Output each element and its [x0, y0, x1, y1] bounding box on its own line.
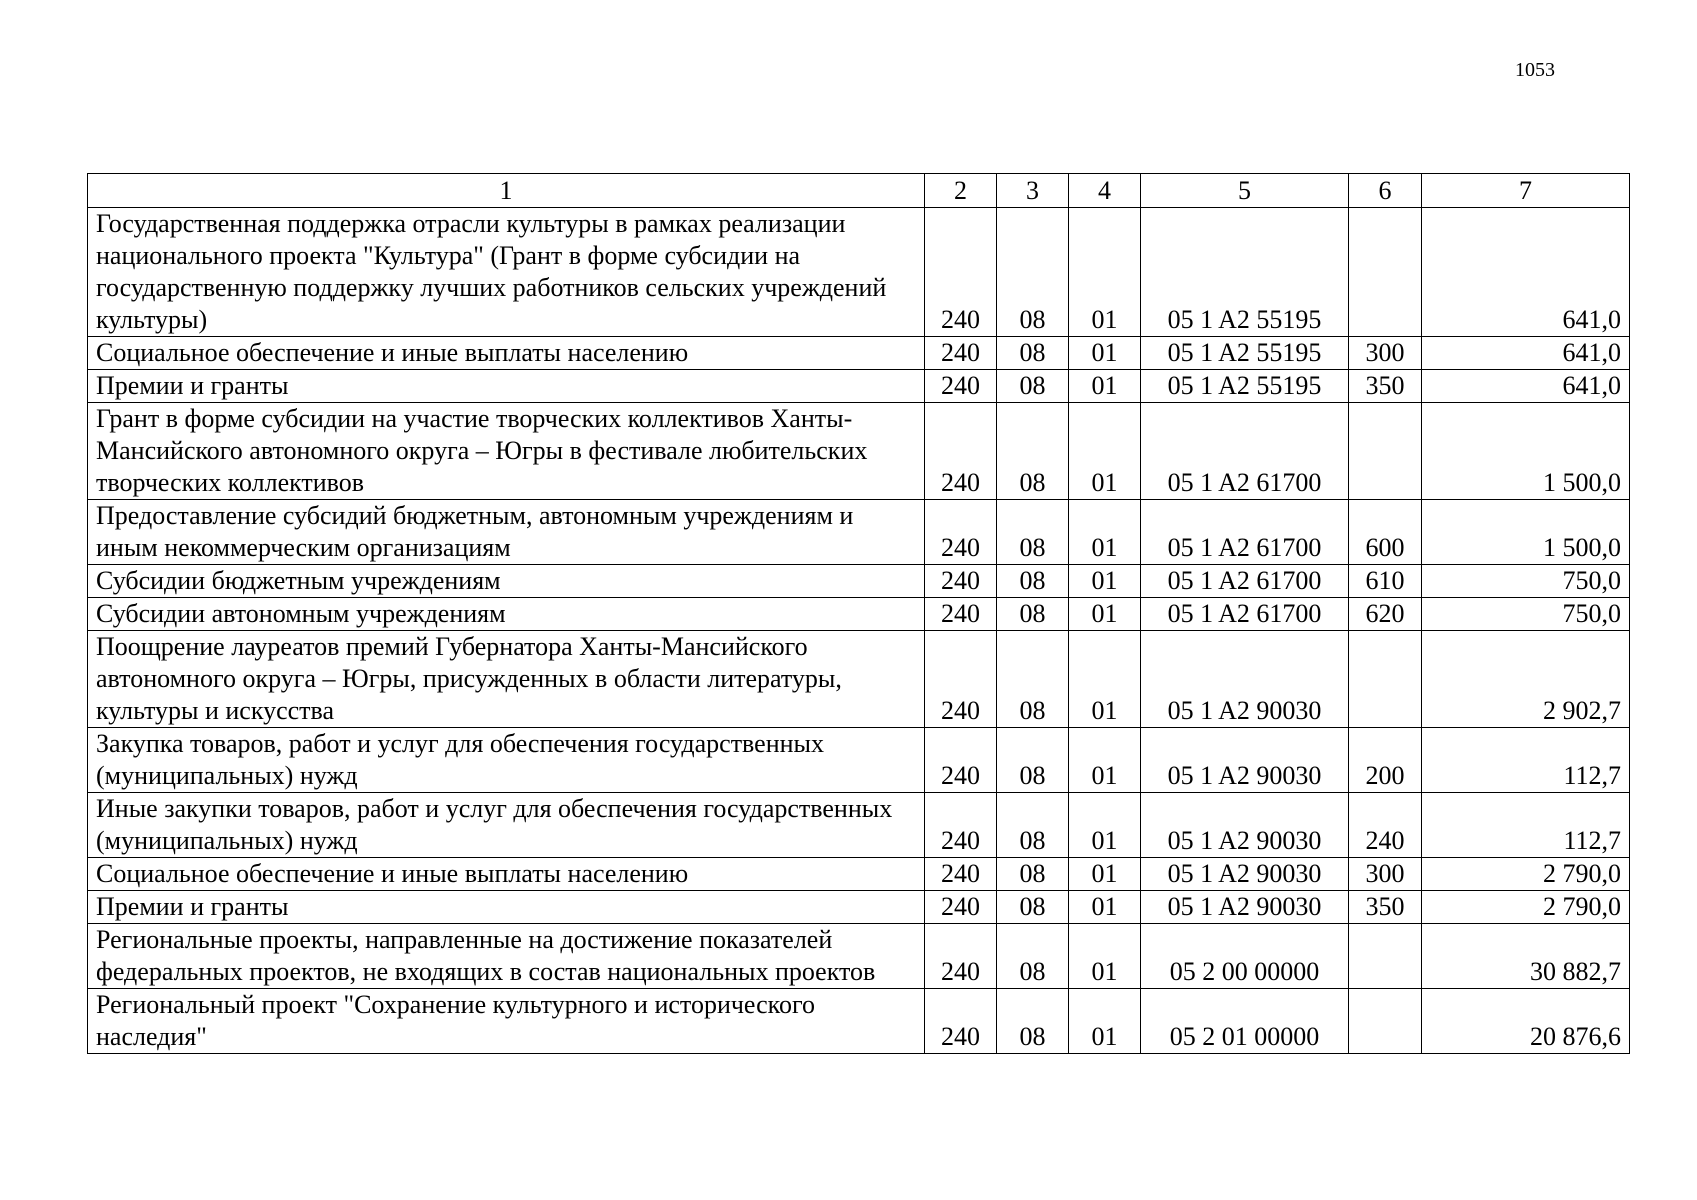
- table-row: [88, 500, 1630, 565]
- row-col-7: 2 790,0: [1422, 858, 1630, 891]
- row-col-2: 240: [925, 370, 997, 403]
- table-row: [88, 337, 1630, 370]
- row-col-7: 2 902,7: [1422, 631, 1630, 728]
- row-col-3: 08: [997, 565, 1069, 598]
- row-col-6: [1349, 631, 1422, 728]
- header-col-3: 3: [997, 174, 1069, 208]
- row-col-5: 05 1 A2 61700: [1141, 565, 1349, 598]
- table-header: [88, 174, 1630, 208]
- row-col-5: 05 2 00 00000: [1141, 924, 1349, 989]
- row-col-3: 08: [997, 858, 1069, 891]
- row-col-7: 641,0: [1422, 337, 1630, 370]
- row-col-3: 08: [997, 793, 1069, 858]
- row-col-7: 20 876,6: [1422, 989, 1630, 1054]
- row-col-4: 01: [1069, 793, 1141, 858]
- row-col-4: 01: [1069, 924, 1141, 989]
- row-col-2: 240: [925, 208, 997, 337]
- row-col-5: 05 1 A2 55195: [1141, 370, 1349, 403]
- row-name: Субсидии бюджетным учреждениям: [88, 565, 925, 598]
- row-col-2: 240: [925, 565, 997, 598]
- row-name: Закупка товаров, работ и услуг для обеспечения государственных (муниципальных) нужд: [88, 728, 925, 793]
- row-col-7: 112,7: [1422, 728, 1630, 793]
- row-col-4: 01: [1069, 403, 1141, 500]
- row-col-3: 08: [997, 500, 1069, 565]
- row-col-6: 350: [1349, 370, 1422, 403]
- table-row: [88, 565, 1630, 598]
- row-col-7: 2 790,0: [1422, 891, 1630, 924]
- row-name: Иные закупки товаров, работ и услуг для обеспечения государственных (муниципальных) нужд: [88, 793, 925, 858]
- row-col-4: 01: [1069, 858, 1141, 891]
- table-row: [88, 989, 1630, 1054]
- row-name: Грант в форме субсидии на участие творческих коллективов Ханты-Мансийского автономного округа – Югры в фестивале любительских творческих коллективов: [88, 403, 925, 500]
- row-col-3: 08: [997, 989, 1069, 1054]
- row-col-3: 08: [997, 728, 1069, 793]
- row-col-3: 08: [997, 337, 1069, 370]
- row-col-2: 240: [925, 989, 997, 1054]
- row-col-6: 350: [1349, 891, 1422, 924]
- row-name: Премии и гранты: [88, 370, 925, 403]
- row-col-2: 240: [925, 924, 997, 989]
- row-col-6: 610: [1349, 565, 1422, 598]
- budget-table: [87, 173, 1630, 1054]
- row-col-7: 750,0: [1422, 565, 1630, 598]
- row-col-7: 1 500,0: [1422, 403, 1630, 500]
- row-col-2: 240: [925, 631, 997, 728]
- row-col-2: 240: [925, 891, 997, 924]
- row-col-4: 01: [1069, 989, 1141, 1054]
- row-name: Региональные проекты, направленные на достижение показателей федеральных проектов, не входящих в состав национальных проектов: [88, 924, 925, 989]
- row-col-7: 750,0: [1422, 598, 1630, 631]
- table-row: [88, 793, 1630, 858]
- row-col-3: 08: [997, 598, 1069, 631]
- row-col-4: 01: [1069, 370, 1141, 403]
- header-row: [88, 174, 1630, 208]
- row-col-7: 112,7: [1422, 793, 1630, 858]
- row-col-4: 01: [1069, 337, 1141, 370]
- table-row: [88, 631, 1630, 728]
- row-col-4: 01: [1069, 891, 1141, 924]
- row-col-4: 01: [1069, 500, 1141, 565]
- row-col-6: [1349, 208, 1422, 337]
- row-col-5: 05 2 01 00000: [1141, 989, 1349, 1054]
- row-col-5: 05 1 A2 90030: [1141, 631, 1349, 728]
- row-name: Социальное обеспечение и иные выплаты населению: [88, 337, 925, 370]
- row-col-2: 240: [925, 598, 997, 631]
- row-col-5: 05 1 A2 61700: [1141, 403, 1349, 500]
- table-body: [88, 208, 1630, 1054]
- row-name: Поощрение лауреатов премий Губернатора Ханты-Мансийского автономного округа – Югры, присужденных в области литературы, культуры и искусства: [88, 631, 925, 728]
- row-col-5: 05 1 A2 61700: [1141, 598, 1349, 631]
- row-col-4: 01: [1069, 598, 1141, 631]
- row-col-3: 08: [997, 208, 1069, 337]
- row-col-4: 01: [1069, 728, 1141, 793]
- header-col-1: 1: [88, 174, 925, 208]
- row-col-6: 600: [1349, 500, 1422, 565]
- row-col-3: 08: [997, 370, 1069, 403]
- row-col-7: 30 882,7: [1422, 924, 1630, 989]
- row-col-6: 300: [1349, 858, 1422, 891]
- row-col-3: 08: [997, 403, 1069, 500]
- row-name: Субсидии автономным учреждениям: [88, 598, 925, 631]
- table-row: [88, 370, 1630, 403]
- row-col-6: 620: [1349, 598, 1422, 631]
- row-name: Региональный проект "Сохранение культурного и исторического наследия": [88, 989, 925, 1054]
- header-col-6: 6: [1349, 174, 1422, 208]
- row-name: Премии и гранты: [88, 891, 925, 924]
- row-col-3: 08: [997, 924, 1069, 989]
- table-row: [88, 598, 1630, 631]
- header-col-7: 7: [1422, 174, 1630, 208]
- header-col-2: 2: [925, 174, 997, 208]
- row-name: Предоставление субсидий бюджетным, автономным учреждениям и иным некоммерческим организациям: [88, 500, 925, 565]
- header-col-5: 5: [1141, 174, 1349, 208]
- row-col-3: 08: [997, 891, 1069, 924]
- header-col-4: 4: [1069, 174, 1141, 208]
- row-col-5: 05 1 A2 55195: [1141, 337, 1349, 370]
- row-col-6: 300: [1349, 337, 1422, 370]
- row-col-2: 240: [925, 858, 997, 891]
- row-col-2: 240: [925, 500, 997, 565]
- row-name: Государственная поддержка отрасли культуры в рамках реализации национального проекта "Культура" (Грант в форме субсидии на государственную поддержку лучших работников сельских учреждений культуры): [88, 208, 925, 337]
- row-col-6: [1349, 924, 1422, 989]
- row-col-5: 05 1 A2 90030: [1141, 891, 1349, 924]
- row-col-4: 01: [1069, 565, 1141, 598]
- row-col-6: 200: [1349, 728, 1422, 793]
- table-row: [88, 403, 1630, 500]
- row-col-7: 641,0: [1422, 208, 1630, 337]
- table-row: [88, 728, 1630, 793]
- row-col-2: 240: [925, 793, 997, 858]
- row-col-2: 240: [925, 403, 997, 500]
- row-col-5: 05 1 A2 55195: [1141, 208, 1349, 337]
- row-col-2: 240: [925, 728, 997, 793]
- table-row: [88, 208, 1630, 337]
- row-col-2: 240: [925, 337, 997, 370]
- table-row: [88, 891, 1630, 924]
- row-col-5: 05 1 A2 90030: [1141, 793, 1349, 858]
- row-col-3: 08: [997, 631, 1069, 728]
- row-col-4: 01: [1069, 208, 1141, 337]
- row-col-4: 01: [1069, 631, 1141, 728]
- row-col-5: 05 1 A2 61700: [1141, 500, 1349, 565]
- row-col-6: [1349, 989, 1422, 1054]
- table-row: [88, 858, 1630, 891]
- row-col-7: 1 500,0: [1422, 500, 1630, 565]
- row-col-5: 05 1 A2 90030: [1141, 858, 1349, 891]
- table-row: [88, 924, 1630, 989]
- row-col-7: 641,0: [1422, 370, 1630, 403]
- row-col-5: 05 1 A2 90030: [1141, 728, 1349, 793]
- row-col-6: [1349, 403, 1422, 500]
- row-name: Социальное обеспечение и иные выплаты населению: [88, 858, 925, 891]
- row-col-6: 240: [1349, 793, 1422, 858]
- page-number: 1053: [1515, 59, 1555, 81]
